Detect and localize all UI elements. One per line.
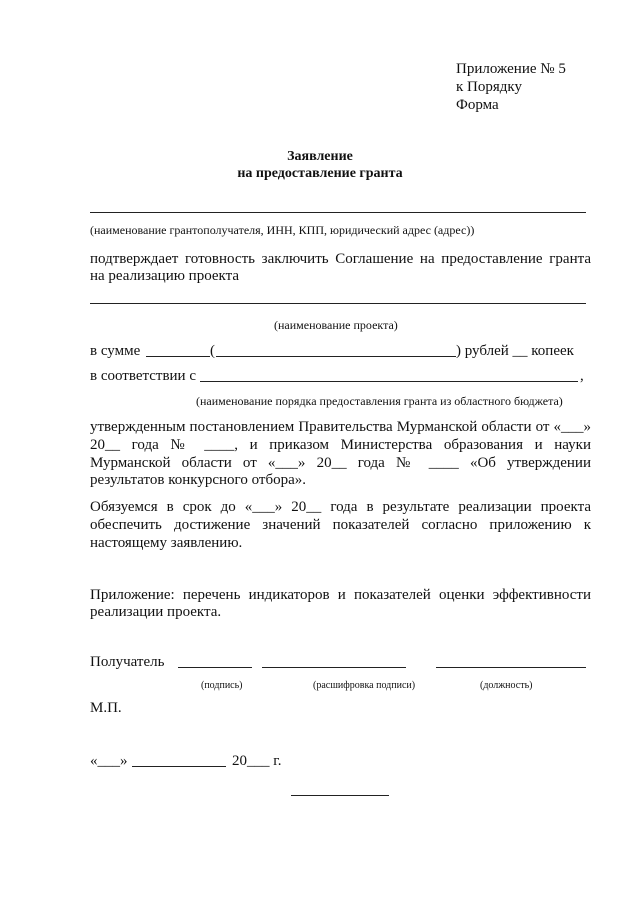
para3-line1: Обязуемся в срок до «___» 20__ года в результате реализации проекта — [90, 499, 591, 515]
signature-decoding-line — [262, 667, 406, 668]
para2-line4: результатов конкурсного отбора». — [90, 472, 306, 488]
signature-line — [178, 667, 252, 668]
date-year: 20___ г. — [232, 753, 282, 769]
sum-suffix: ) рублей __ копеек — [456, 343, 574, 359]
para2-line2: 20__ года № ____, и приказом Министерства образования и науки — [90, 437, 591, 453]
procedure-caption: (наименование порядка предоставления гранта из областного бюджета) — [196, 394, 563, 408]
document-title: Заявление — [287, 149, 353, 164]
appendix-number: Приложение № 5 — [456, 61, 566, 77]
stamp-placeholder: М.П. — [90, 700, 122, 716]
para3-line3: настоящему заявлению. — [90, 535, 243, 551]
project-caption: (наименование проекта) — [274, 318, 398, 332]
separator-line — [291, 795, 389, 796]
sum-prefix: в сумме — [90, 343, 141, 359]
appendix-reference: к Порядку — [456, 79, 522, 95]
para4-line2: реализации проекта. — [90, 604, 222, 620]
position-line — [436, 667, 586, 668]
signature-decoding-caption: (расшифровка подписи) — [313, 680, 416, 691]
grantee-caption: (наименование грантополучателя, ИНН, КПП, юридический адрес (адрес)) — [90, 223, 475, 237]
para4-line1: Приложение: перечень индикаторов и показателей оценки эффективности — [90, 587, 591, 603]
para2-line1: утвержденным постановлением Правительства Мурманской области от «___» — [90, 419, 591, 435]
sum-open-paren: ( — [210, 343, 215, 359]
procedure-name-line — [200, 381, 578, 382]
para1-line1: подтверждает готовность заключить Соглашение на предоставление гранта — [90, 251, 591, 267]
sum-digits-line — [146, 356, 210, 357]
date-month-line — [132, 766, 226, 767]
recipient-label: Получатель — [90, 654, 165, 670]
grantee-name-line — [90, 212, 586, 213]
para3-line2: обеспечить достижение значений показателей согласно приложению к — [90, 517, 591, 533]
para2-line3: Мурманской области от «___» 20__ года № ____ «Об утверждении — [90, 455, 591, 471]
para1-line2: на реализацию проекта — [90, 268, 240, 284]
document-subtitle: на предоставление гранта — [237, 166, 403, 181]
project-name-line — [90, 303, 586, 304]
date-day: «___» — [90, 753, 128, 769]
form-label: Форма — [456, 97, 499, 113]
position-caption: (должность) — [480, 680, 533, 691]
accordance-suffix: , — [580, 368, 584, 384]
signature-caption: (подпись) — [201, 680, 243, 691]
accordance-prefix: в соответствии с — [90, 368, 196, 384]
sum-words-line — [216, 356, 456, 357]
